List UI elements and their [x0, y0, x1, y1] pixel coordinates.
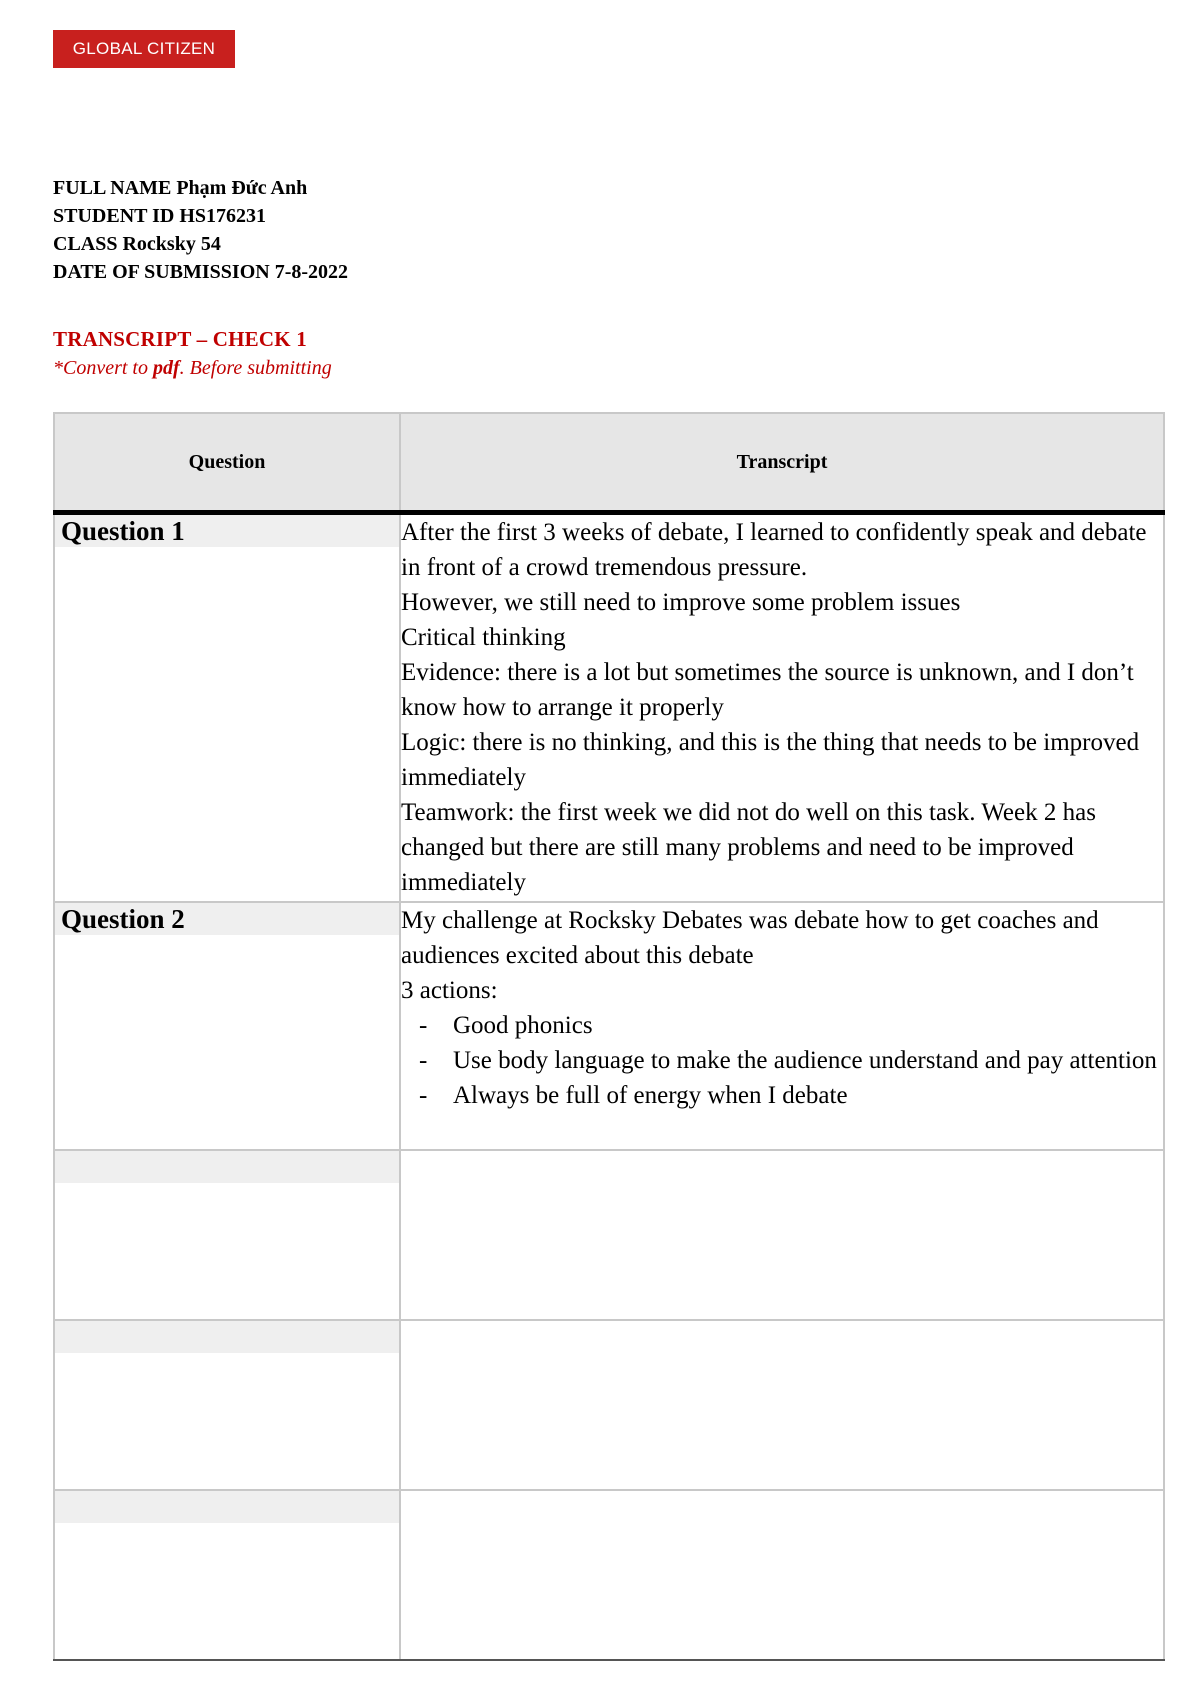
transcript-cell — [400, 1320, 1164, 1490]
student-info — [53, 174, 348, 286]
question-cell — [54, 1150, 400, 1320]
transcript-column-header: Transcript — [400, 413, 1164, 513]
global-citizen-logo — [53, 30, 235, 68]
submission-date: DATE OF SUBMISSION 7-8-2022 — [53, 261, 349, 283]
transcript-line: After the first 3 weeks of debate, I learned to confidently speak and debate in front of a crowd tremendous pressure. — [401, 519, 1147, 581]
class-name: CLASS Rocksky 54 — [53, 233, 221, 255]
question-cell — [54, 513, 400, 903]
table-row — [54, 513, 1164, 903]
table-header-row — [54, 413, 1164, 513]
transcript-cell — [400, 513, 1164, 903]
question-column-header: Question — [54, 413, 400, 513]
question-label — [55, 1321, 399, 1353]
table-row — [54, 1320, 1164, 1490]
table-row — [54, 1150, 1164, 1320]
question-label — [55, 1151, 399, 1183]
question-label: Question 2 — [55, 903, 399, 935]
transcript-table — [53, 412, 1165, 1661]
transcript-line: 3 actions: — [401, 977, 498, 1004]
transcript-cell — [400, 902, 1164, 1150]
submission-note — [53, 357, 332, 380]
note-bold: pdf — [153, 357, 180, 379]
transcript-cell — [400, 1150, 1164, 1320]
list-item: - Good phonics — [401, 1008, 1163, 1043]
transcript-line: However, we still need to improve some problem issues — [401, 589, 961, 616]
transcript-cell — [400, 1490, 1164, 1660]
student-id: STUDENT ID HS176231 — [53, 205, 267, 227]
transcript-heading: TRANSCRIPT – CHECK 1 — [53, 327, 307, 351]
question-cell — [54, 1490, 400, 1660]
list-item: - Always be full of energy when I debate — [401, 1078, 1163, 1113]
question-label: Question 1 — [55, 515, 399, 547]
question-cell — [54, 1320, 400, 1490]
table-row — [54, 902, 1164, 1150]
actions-list — [401, 1008, 1163, 1113]
transcript-line: My challenge at Rocksky Debates was debate how to get coaches and audiences excited about this debate — [401, 907, 1099, 969]
question-label — [55, 1491, 399, 1523]
question-cell — [54, 902, 400, 1150]
list-item: - Use body language to make the audience understand and pay attention — [401, 1043, 1163, 1078]
full-name: FULL NAME Phạm Đức Anh — [53, 177, 308, 199]
logo-text: GLOBAL CITIZEN — [72, 39, 216, 58]
note-suffix: . Before submitting — [179, 357, 332, 379]
transcript-line: Evidence: there is a lot but sometimes the source is unknown, and I don’t know how to arrange it properly — [401, 659, 1134, 721]
transcript-line: Logic: there is no thinking, and this is the thing that needs to be improved immediately — [401, 729, 1140, 791]
transcript-line: Critical thinking — [401, 624, 566, 651]
table-row — [54, 1490, 1164, 1660]
note-prefix: *Convert to — [53, 357, 153, 379]
transcript-line: Teamwork: the first week we did not do well on this task. Week 2 has changed but there are still many problems and need to be improved immediately — [401, 799, 1096, 896]
